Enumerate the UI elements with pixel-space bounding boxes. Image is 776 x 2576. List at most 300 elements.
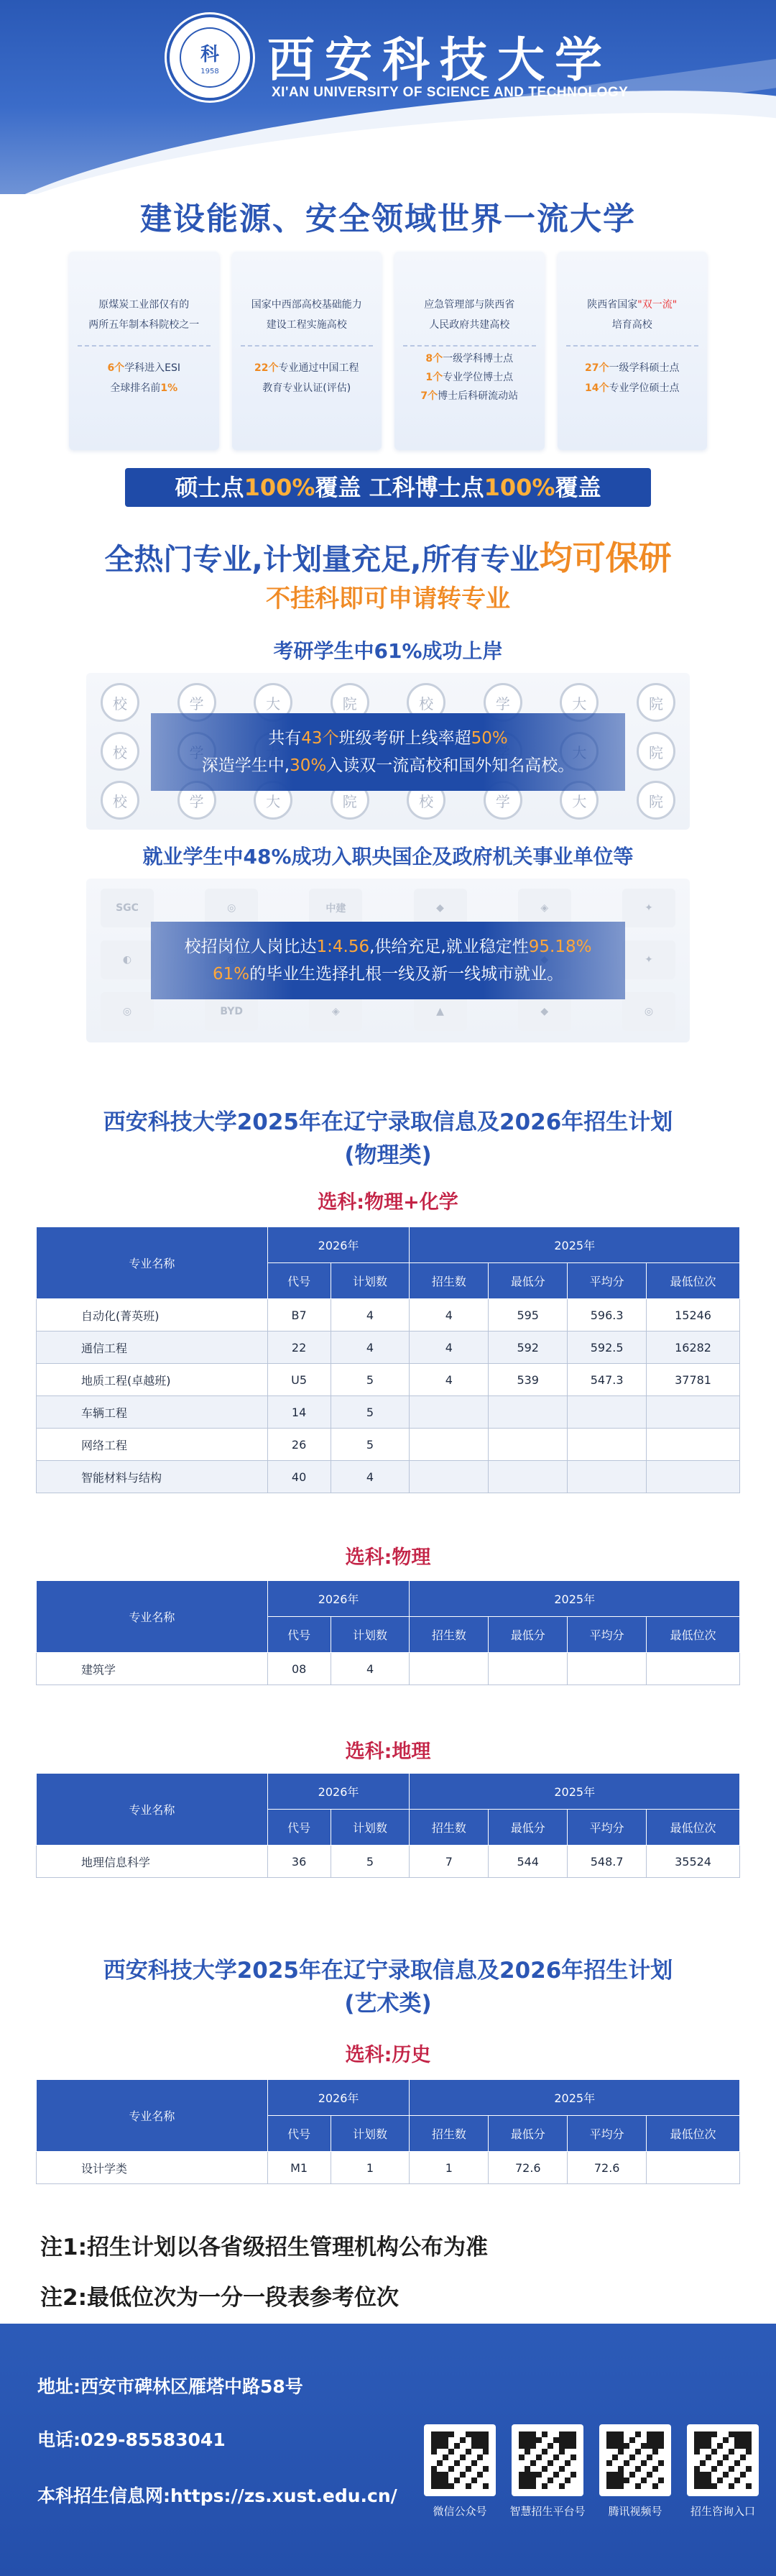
- table-cell: 72.6: [489, 2152, 568, 2184]
- table-cell: 5: [331, 1846, 410, 1878]
- qr-module: [448, 2466, 454, 2472]
- qr-module: [530, 2460, 536, 2466]
- table-cell: [647, 1653, 740, 1685]
- grad-stats-box: [151, 713, 625, 791]
- qr-module: [536, 2472, 542, 2478]
- card-bottom-text: 27个一级学科硕士点 14个专业学位硕士点: [585, 362, 680, 394]
- col-major: 专业名称: [37, 2080, 268, 2152]
- col-header: 最低分: [489, 1617, 568, 1653]
- card-top-text: 国家中西部高校基础能力 建设工程实施高校: [251, 299, 362, 331]
- qr-module: [553, 2437, 559, 2443]
- qr-module: [723, 2454, 729, 2460]
- university-logo-icon: 学: [177, 781, 216, 820]
- qr-module: [729, 2466, 734, 2472]
- qr-module: [542, 2466, 548, 2472]
- company-logo-icon: ✦: [622, 940, 675, 979]
- qr-module: [694, 2466, 700, 2472]
- qr-module: [717, 2443, 723, 2449]
- col-header: 最低分: [489, 1810, 568, 1846]
- table-cell: 595: [489, 1299, 568, 1331]
- qr-module: [559, 2449, 565, 2454]
- table-row: [37, 1364, 740, 1396]
- table-cell: [647, 1461, 740, 1493]
- qr-module: [483, 2449, 489, 2454]
- table-cell: 4: [410, 1364, 489, 1396]
- qr-module: [734, 2460, 740, 2466]
- table-cell: 4: [331, 1331, 410, 1364]
- subject-label: 选科:物理+化学: [318, 1191, 458, 1214]
- table-cell: M1: [267, 2152, 331, 2184]
- card-top-text: 陕西省国家"双一流" 培育高校: [587, 299, 678, 331]
- qr-module: [466, 2466, 471, 2472]
- col-header: 平均分: [568, 1810, 647, 1846]
- university-name-en: XI'AN UNIVERSITY OF SCIENCE AND TECHNOLOGY: [272, 85, 629, 100]
- qr-finder: [694, 2431, 711, 2449]
- qr-module: [536, 2454, 542, 2460]
- table-cell: 4: [410, 1299, 489, 1331]
- qr-module: [694, 2449, 700, 2454]
- headline: 全热门专业,计划量充足,所有专业均可保研: [104, 538, 672, 577]
- card-bottom-text: 8个一级学科博士点 1个专业学位博士点 7个博士后科研流动站: [420, 353, 519, 402]
- qr-finder: [606, 2431, 624, 2449]
- university-logo-icon: 院: [331, 683, 369, 722]
- table-cell: [489, 1429, 568, 1461]
- employ-stats-line-2: 61%的毕业生选择扎根一线及新一线城市就业。: [212, 965, 564, 984]
- qr-module: [571, 2472, 576, 2478]
- table-cell: 15246: [647, 1299, 740, 1331]
- table-cell: [410, 1653, 489, 1685]
- university-logo-icon: 大: [254, 683, 292, 722]
- table-cell: B7: [267, 1299, 331, 1331]
- university-name-cn: 西安科技大学: [267, 32, 612, 88]
- qr-module: [448, 2431, 454, 2437]
- feature-card: [394, 252, 545, 450]
- qr-code[interactable]: [512, 2424, 583, 2496]
- qr-module: [559, 2466, 565, 2472]
- qr-module: [729, 2483, 734, 2489]
- col-2025: 2025年: [410, 1227, 740, 1263]
- grad-section-title: 考研学生中61%成功上岸: [273, 639, 503, 663]
- col-header: 计划数: [331, 1810, 410, 1846]
- university-logo-icon: 学: [484, 683, 522, 722]
- subject-label: 选科:历史: [345, 2044, 431, 2066]
- qr-module: [548, 2443, 553, 2449]
- col-header: 代号: [267, 1810, 331, 1846]
- qr-module: [553, 2472, 559, 2478]
- qr-module: [477, 2472, 483, 2478]
- table-cell: 建筑学: [37, 1653, 268, 1685]
- card-bottom-text: 22个专业通过中国工程 教育专业认证(评估): [254, 362, 359, 394]
- qr-module: [635, 2449, 641, 2454]
- col-header: 最低分: [489, 2116, 568, 2152]
- table-cell: 1: [331, 2152, 410, 2184]
- qr-module: [454, 2443, 460, 2449]
- table-cell: 26: [267, 1429, 331, 1461]
- col-header: 平均分: [568, 1617, 647, 1653]
- col-header: 最低位次: [647, 1810, 740, 1846]
- table-cell: 4: [331, 1299, 410, 1331]
- qr-module: [448, 2449, 454, 2454]
- university-logo-icon: 校: [407, 683, 445, 722]
- qr-module: [647, 2472, 652, 2478]
- footer-address: 地址:西安市碑林区雁塔中路58号: [37, 2376, 303, 2397]
- col-header: 招生数: [410, 1263, 489, 1299]
- company-logo-icon: ◎: [205, 889, 258, 927]
- slogan: 建设能源、安全领域世界一流大学: [140, 201, 636, 237]
- table-cell: [647, 2152, 740, 2184]
- company-logo-icon: ◐: [101, 940, 154, 979]
- table-row: [37, 1461, 740, 1493]
- qr-module: [711, 2449, 717, 2454]
- table-cell: 37781: [647, 1364, 740, 1396]
- table-row: [37, 1653, 740, 1685]
- table-row: [37, 1846, 740, 1878]
- qr-module: [559, 2483, 565, 2489]
- qr-module: [460, 2454, 466, 2460]
- table-cell: 地质工程(卓越班): [37, 1364, 268, 1396]
- table-cell: [410, 1396, 489, 1429]
- col-2026: 2026年: [267, 1227, 410, 1263]
- note-2: 注2:最低位次为一分一段表参考位次: [40, 2285, 399, 2311]
- table-cell: [410, 1461, 489, 1493]
- logo-mark: 科: [200, 44, 219, 65]
- company-logo-icon: ◆: [414, 889, 467, 927]
- col-2026: 2026年: [267, 2080, 410, 2116]
- table-cell: 596.3: [568, 1299, 647, 1331]
- university-logo-icon: 大: [254, 781, 292, 820]
- company-logo-icon: ◆: [518, 992, 571, 1031]
- qr-module: [548, 2460, 553, 2466]
- col-2026: 2026年: [267, 1581, 410, 1617]
- footer-website[interactable]: 本科招生信息网:https://zs.xust.edu.cn/: [37, 2485, 397, 2506]
- employ-stats-line-1: 校招岗位人岗比达1:4.56,供给充足,就业稳定性95.18%: [184, 938, 592, 956]
- col-header: 最低位次: [647, 1617, 740, 1653]
- table-cell: 4: [331, 1461, 410, 1493]
- table-cell: 通信工程: [37, 1331, 268, 1364]
- qr-finder: [734, 2431, 752, 2449]
- table-cell: [489, 1396, 568, 1429]
- card-divider: [78, 345, 211, 347]
- logo-emblem: [180, 27, 240, 88]
- col-2025: 2025年: [410, 1774, 740, 1810]
- qr-finder: [431, 2472, 448, 2489]
- card-top-text: 应急管理部与陕西省 人民政府共建高校: [424, 299, 515, 331]
- qr-module: [700, 2460, 706, 2466]
- qr-module: [448, 2483, 454, 2489]
- qr-module: [717, 2478, 723, 2483]
- table-cell: 592: [489, 1331, 568, 1364]
- footer-phone: 电话:029-85583041: [37, 2429, 226, 2450]
- table-cell: [568, 1396, 647, 1429]
- qr-module: [635, 2483, 641, 2489]
- grad-stats-line-1: 共有43个班级考研上线率超50%: [268, 729, 508, 748]
- qr-module: [542, 2483, 548, 2489]
- qr-module: [635, 2466, 641, 2472]
- col-header: 计划数: [331, 2116, 410, 2152]
- col-header: 代号: [267, 1617, 331, 1653]
- qr-finder: [606, 2472, 624, 2489]
- card-top-text: 原煤炭工业部仅有的 两所五年制本科院校之一: [88, 299, 200, 331]
- qr-module: [746, 2483, 752, 2489]
- table-cell: [568, 1429, 647, 1461]
- table-cell: 40: [267, 1461, 331, 1493]
- qr-finder: [519, 2431, 536, 2449]
- qr-module: [606, 2460, 612, 2466]
- card-divider: [566, 345, 699, 347]
- qr-module: [519, 2454, 525, 2460]
- qr-module: [553, 2454, 559, 2460]
- qr-module: [471, 2478, 477, 2483]
- table-cell: 智能材料与结构: [37, 1461, 268, 1493]
- employ-section-title: 就业学生中48%成功入职央国企及政府机关事业单位等: [142, 845, 634, 868]
- table-cell: 1: [410, 2152, 489, 2184]
- qr-module: [641, 2443, 647, 2449]
- qr-code[interactable]: [599, 2424, 671, 2496]
- plan-title-physics: 西安科技大学2025年在辽宁录取信息及2026年招生计划 (物理类): [103, 1109, 673, 1168]
- qr-caption: 招生咨询入口: [690, 2505, 755, 2518]
- university-logo-icon: 大: [560, 781, 599, 820]
- qr-module: [641, 2460, 647, 2466]
- table-cell: [647, 1396, 740, 1429]
- qr-module: [723, 2472, 729, 2478]
- university-logo-icon: 校: [101, 683, 139, 722]
- employ-logo-panel: [86, 879, 690, 1042]
- university-logo: [167, 14, 253, 101]
- qr-module: [548, 2478, 553, 2483]
- university-logo-icon: 院: [637, 683, 675, 722]
- col-2025: 2025年: [410, 2080, 740, 2116]
- company-logo-icon: BYD: [205, 992, 258, 1031]
- card-bottom-text: 6个学科进入ESI 全球排名前1%: [107, 362, 181, 394]
- table-cell: 16282: [647, 1331, 740, 1364]
- qr-module: [483, 2466, 489, 2472]
- table-cell: U5: [267, 1364, 331, 1396]
- company-logo-icon: SGC: [101, 889, 154, 927]
- qr-module: [483, 2483, 489, 2489]
- qr-module: [658, 2478, 664, 2483]
- qr-code[interactable]: [424, 2424, 496, 2496]
- university-logo-icon: 院: [637, 781, 675, 820]
- table-cell: 4: [410, 1331, 489, 1364]
- table-cell: [647, 1429, 740, 1461]
- qr-module: [723, 2437, 729, 2443]
- qr-module: [652, 2449, 658, 2454]
- university-logo-icon: 校: [101, 732, 139, 771]
- qr-module: [466, 2449, 471, 2454]
- table-cell: [568, 1653, 647, 1685]
- university-logo-icon: 学: [484, 781, 522, 820]
- admission-table: [36, 2079, 740, 2184]
- grad-logo-panel: [86, 673, 690, 830]
- table-cell: 22: [267, 1331, 331, 1364]
- qr-module: [729, 2431, 734, 2437]
- table-cell: 网络工程: [37, 1429, 268, 1461]
- qr-finder: [694, 2472, 711, 2489]
- table-cell: 14: [267, 1396, 331, 1429]
- university-logo-icon: 院: [331, 781, 369, 820]
- feature-cards: [69, 252, 707, 450]
- subline: 不挂科即可申请转专业: [266, 585, 510, 613]
- col-2026: 2026年: [267, 1774, 410, 1810]
- qr-module: [454, 2460, 460, 2466]
- qr-module: [466, 2431, 471, 2437]
- qr-module: [652, 2466, 658, 2472]
- qr-module: [635, 2431, 641, 2437]
- table-cell: [410, 1429, 489, 1461]
- table-cell: [489, 1653, 568, 1685]
- col-header: 最低分: [489, 1263, 568, 1299]
- qr-module: [542, 2431, 548, 2437]
- qr-module: [711, 2431, 717, 2437]
- qr-module: [536, 2437, 542, 2443]
- company-logo-icon: ◎: [622, 992, 675, 1031]
- table-cell: 自动化(菁英班): [37, 1299, 268, 1331]
- company-logo-icon: ✦: [622, 889, 675, 927]
- admission-table: [36, 1580, 740, 1685]
- table-cell: 35524: [647, 1846, 740, 1878]
- col-major: 专业名称: [37, 1774, 268, 1846]
- admission-table: [36, 1773, 740, 1878]
- qr-module: [618, 2466, 624, 2472]
- qr-finder: [559, 2431, 576, 2449]
- qr-module: [460, 2437, 466, 2443]
- table-cell: 7: [410, 1846, 489, 1878]
- card-divider: [241, 345, 374, 347]
- qr-module: [443, 2454, 448, 2460]
- col-2025: 2025年: [410, 1581, 740, 1617]
- qr-module: [466, 2483, 471, 2489]
- qr-module: [711, 2483, 717, 2489]
- company-logo-icon: ◈: [518, 889, 571, 927]
- col-header: 计划数: [331, 1617, 410, 1653]
- university-logo-icon: 院: [637, 732, 675, 771]
- qr-module: [477, 2454, 483, 2460]
- table-cell: 5: [331, 1364, 410, 1396]
- qr-code[interactable]: [687, 2424, 759, 2496]
- qr-finder: [471, 2431, 489, 2449]
- note-1: 注1:招生计划以各省级招生管理机构公布为准: [40, 2234, 488, 2260]
- qr-module: [431, 2466, 437, 2472]
- qr-module: [629, 2437, 635, 2443]
- table-cell: [489, 1461, 568, 1493]
- qr-module: [706, 2454, 711, 2460]
- qr-module: [629, 2454, 635, 2460]
- card-divider: [403, 345, 536, 347]
- admission-table: [36, 1227, 740, 1493]
- university-logo-icon: 校: [101, 781, 139, 820]
- table-row: [37, 1331, 740, 1364]
- col-header: 平均分: [568, 2116, 647, 2152]
- col-header: 招生数: [410, 1810, 489, 1846]
- qr-module: [460, 2472, 466, 2478]
- qr-module: [734, 2478, 740, 2483]
- university-logo-icon: 校: [407, 781, 445, 820]
- subject-label: 选科:物理: [345, 1546, 431, 1569]
- qr-module: [471, 2460, 477, 2466]
- qr-module: [746, 2466, 752, 2472]
- qr-module: [437, 2460, 443, 2466]
- table-cell: 设计学类: [37, 2152, 268, 2184]
- qr-caption: 微信公众号: [433, 2505, 487, 2518]
- qr-module: [624, 2443, 629, 2449]
- qr-module: [717, 2460, 723, 2466]
- qr-finder: [431, 2431, 448, 2449]
- qr-module: [729, 2449, 734, 2454]
- company-logo-icon: ▲: [414, 992, 467, 1031]
- qr-finder: [647, 2431, 664, 2449]
- col-header: 最低位次: [647, 1263, 740, 1299]
- university-logo-icon: 学: [177, 683, 216, 722]
- subject-label: 选科:地理: [345, 1741, 431, 1763]
- table-cell: 544: [489, 1846, 568, 1878]
- coverage-banner: 硕士点100%覆盖 工科博士点100%覆盖: [125, 468, 651, 507]
- col-major: 专业名称: [37, 1581, 268, 1653]
- grad-stats-line-2: 深造学生中,30%入读双一流高校和国外知名高校。: [201, 756, 575, 775]
- table-cell: 08: [267, 1653, 331, 1685]
- qr-module: [740, 2454, 746, 2460]
- qr-module: [629, 2472, 635, 2478]
- qr-module: [565, 2460, 571, 2466]
- table-cell: 36: [267, 1846, 331, 1878]
- table-cell: 72.6: [568, 2152, 647, 2184]
- qr-module: [612, 2454, 618, 2460]
- qr-caption: 智慧招生平台号: [509, 2505, 586, 2518]
- qr-module: [431, 2449, 437, 2454]
- col-header: 招生数: [410, 1617, 489, 1653]
- qr-module: [542, 2449, 548, 2454]
- col-major: 专业名称: [37, 1227, 268, 1299]
- table-row: [37, 2152, 740, 2184]
- qr-module: [658, 2460, 664, 2466]
- qr-module: [565, 2478, 571, 2483]
- company-logo-icon: ◎: [101, 992, 154, 1031]
- table-cell: 539: [489, 1364, 568, 1396]
- university-logo-icon: 大: [560, 683, 599, 722]
- table-cell: [568, 1461, 647, 1493]
- table-cell: 车辆工程: [37, 1396, 268, 1429]
- col-header: 平均分: [568, 1263, 647, 1299]
- qr-module: [571, 2454, 576, 2460]
- table-cell: 地理信息科学: [37, 1846, 268, 1878]
- employ-stats-box: [151, 922, 625, 999]
- qr-caption: 腾讯视频号: [608, 2505, 662, 2518]
- qr-module: [454, 2478, 460, 2483]
- table-row: [37, 1299, 740, 1331]
- qr-module: [624, 2478, 629, 2483]
- table-cell: 547.3: [568, 1364, 647, 1396]
- table-cell: 5: [331, 1396, 410, 1429]
- qr-module: [624, 2460, 629, 2466]
- table-cell: 5: [331, 1429, 410, 1461]
- qr-module: [711, 2466, 717, 2472]
- qr-finder: [519, 2472, 536, 2489]
- col-header: 代号: [267, 2116, 331, 2152]
- feature-card: [558, 252, 708, 450]
- col-header: 招生数: [410, 2116, 489, 2152]
- table-cell: 592.5: [568, 1331, 647, 1364]
- qr-module: [746, 2449, 752, 2454]
- qr-module: [618, 2449, 624, 2454]
- company-logo-icon: 中建: [309, 889, 362, 927]
- col-header: 代号: [267, 1263, 331, 1299]
- table-cell: 4: [331, 1653, 410, 1685]
- feature-card: [232, 252, 382, 450]
- col-header: 最低位次: [647, 2116, 740, 2152]
- plan-title-art: 西安科技大学2025年在辽宁录取信息及2026年招生计划 (艺术类): [103, 1958, 673, 2017]
- feature-card: [69, 252, 219, 450]
- table-row: [37, 1429, 740, 1461]
- col-header: 计划数: [331, 1263, 410, 1299]
